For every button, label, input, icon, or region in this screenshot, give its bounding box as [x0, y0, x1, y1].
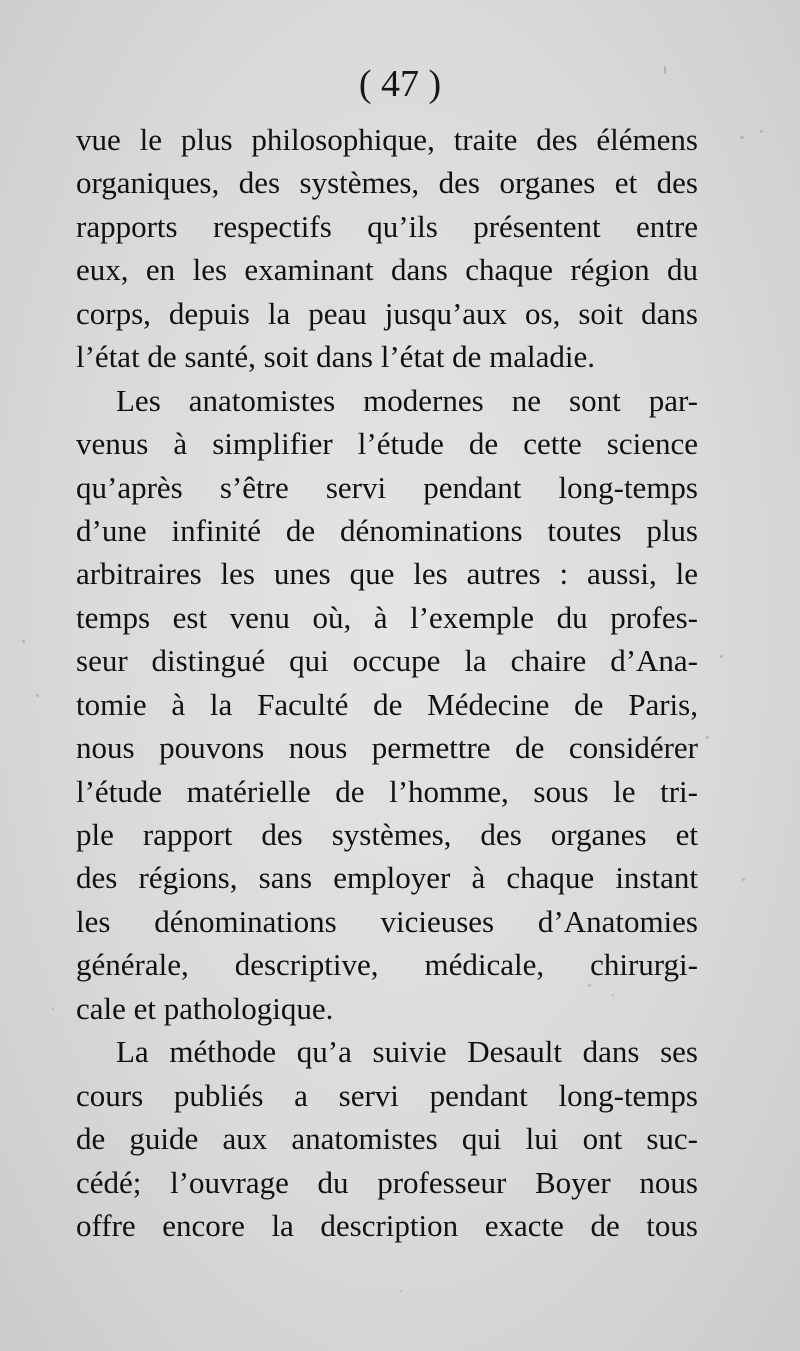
paper-speck	[720, 655, 723, 658]
page-number: ( 47 )	[358, 63, 442, 105]
text-line: l’état de santé, soit dans l’état de maladie.	[76, 339, 596, 375]
text-line: La méthode qu’a suivie Desault dans ses	[116, 1034, 698, 1070]
text-line: cale et pathologique.	[76, 990, 334, 1026]
text-line: de guide aux anatomistes qui lui ont suc-	[76, 1121, 698, 1157]
text-line: Les anatomistes modernes ne sont par-	[116, 382, 698, 418]
text-line: des régions, sans employer à chaque instant	[76, 860, 698, 896]
text-line: ple rapport des systèmes, des organes et	[76, 817, 698, 852]
text-line: cédé; l’ouvrage du professeur Boyer nous	[76, 1164, 698, 1200]
text-line: cours publiés a servi pendant long-temps	[76, 1077, 698, 1113]
text-line: qu’après s’être servi pendant long-temps	[76, 469, 698, 505]
text-line: l’étude matérielle de l’homme, sous le tri-	[76, 773, 698, 809]
paper-speck	[36, 694, 39, 697]
text-line: tomie à la Faculté de Médecine de Paris,	[76, 686, 698, 722]
text-line: eux, en les examinant dans chaque région du	[76, 252, 698, 288]
text-line: d’une infinité de dénominations toutes plus	[76, 512, 698, 548]
text-line: corps, depuis la peau jusqu’aux os, soit dans	[76, 295, 698, 331]
text-line: générale, descriptive, médicale, chirurgi-	[76, 947, 698, 983]
text-line: temps est venu où, à l’exemple du profes-	[76, 599, 698, 635]
text-line: organiques, des systèmes, des organes et des	[76, 165, 698, 201]
body-text	[76, 118, 698, 1247]
paper-speck	[706, 736, 709, 739]
paper-speck	[400, 1290, 402, 1292]
text-line: vue le plus philosophique, traite des élémens	[76, 122, 698, 157]
paper-speck	[740, 136, 744, 139]
paper-speck	[742, 878, 745, 881]
paper-speck	[760, 130, 763, 133]
text-line: seur distingué qui occupe la chaire d’Ana-	[76, 643, 698, 679]
text-line: offre encore la description exacte de tous	[76, 1207, 698, 1243]
text-line: rapports respectifs qu’ils présentent entre	[76, 208, 698, 244]
text-line: nous pouvons nous permettre de considérer	[76, 730, 698, 766]
text-line: arbitraires les unes que les autres : aussi, le	[76, 556, 698, 592]
text-line: les dénominations vicieuses d’Anatomies	[76, 903, 698, 939]
paper-speck	[22, 640, 25, 643]
text-line: venus à simplifier l’étude de cette science	[76, 426, 698, 462]
paper-speck	[52, 1008, 54, 1010]
